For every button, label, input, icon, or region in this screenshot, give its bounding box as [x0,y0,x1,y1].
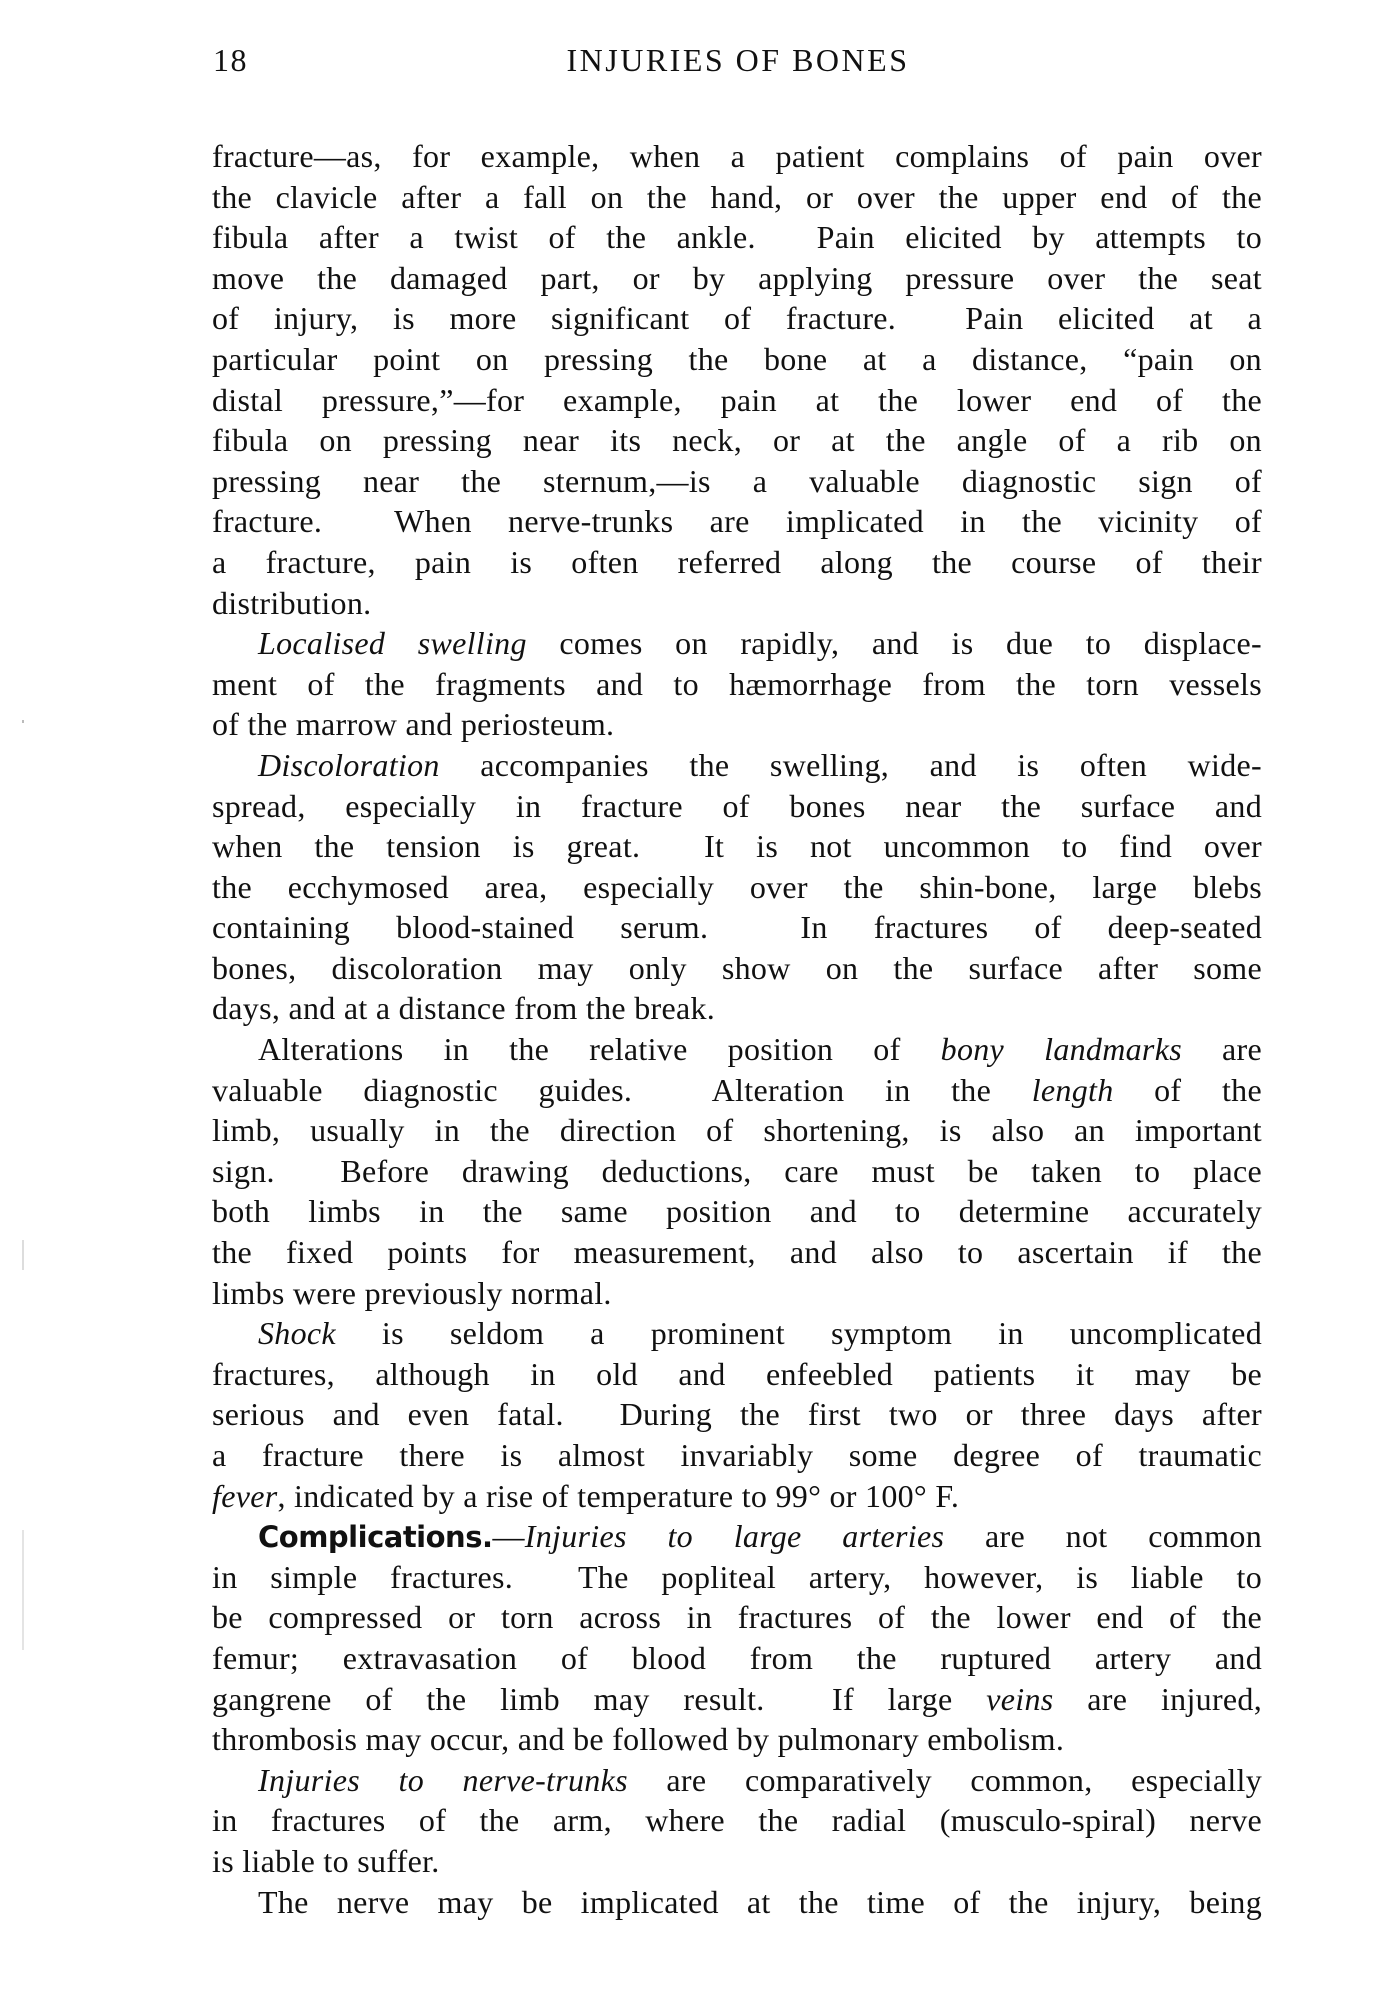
text-line [212,542,1262,583]
text-line [212,1029,1262,1070]
text-line [212,420,1262,461]
text-line [212,1476,1262,1517]
text-line [212,1557,1262,1598]
text-line [212,339,1262,380]
text-run: bones, discoloration may only show on the surface after some [212,949,1262,986]
text-run: The nerve may be implicated at the time of the injury, being [258,1883,1262,1920]
bold-heading: Complications. [258,1520,493,1555]
text-run: fibula on pressing near its neck, or at the angle of a rib on [212,422,1262,459]
text-line [212,1191,1262,1232]
text-line [212,1313,1262,1354]
text-run: fibula after a twist of the ankle. Pain elicited by attempts to [212,219,1262,256]
italic-term: Injuries to nerve-trunks [258,1761,628,1798]
text-line [212,1597,1262,1638]
text-run: femur; extravasation of blood from the ruptured artery and [212,1639,1262,1676]
italic-term: Shock [258,1315,336,1352]
text-line [212,1070,1262,1111]
text-line [212,867,1262,908]
text-run: a fracture, pain is often referred along the course of their [212,543,1262,580]
text-line [212,136,1262,177]
text-run: serious and even fatal. During the first two or three days after [212,1396,1262,1433]
text-run: distribution. [212,584,372,621]
text-line [212,217,1262,258]
text-run: are injured, [1053,1680,1262,1717]
text-run: are comparatively common, especially [627,1761,1263,1798]
text-line [212,1435,1262,1476]
text-run: is liable to suffer. [212,1842,440,1879]
text-line [212,501,1262,542]
text-run: the ecchymosed area, especially over the shin-bone, large blebs [212,868,1262,905]
text-run: both limbs in the same position and to determine accurately [212,1193,1262,1230]
text-line [212,1679,1262,1720]
text-run: in simple fractures. The popliteal artery, however, is liable to [212,1558,1262,1595]
text-line [212,1800,1262,1841]
text-run: limbs were previously normal. [212,1274,612,1311]
text-run: , indicated by a rise of temperature to 99° or 100° F. [277,1477,960,1514]
text-run: spread, especially in fracture of bones near the surface and [212,787,1262,824]
text-line [212,1719,1262,1760]
body-text [212,136,1262,1922]
text-line [212,786,1262,827]
text-run: of the [1113,1071,1262,1108]
text-line [212,1760,1262,1801]
text-run: days, and at a distance from the break. [212,990,716,1027]
page-number: 18 [213,42,248,78]
text-run: thrombosis may occur, and be followed by pulmonary embolism. [212,1721,1065,1758]
text-run: in fractures of the arm, where the radial (musculo-spiral) nerve [212,1802,1262,1839]
text-line [212,1354,1262,1395]
text-run: gangrene of the limb may result. If large [212,1680,987,1717]
text-run: comes on rapidly, and is due to displace- [526,625,1262,662]
paragraph [212,623,1262,745]
text-run: accompanies the swelling, and is often wide- [439,746,1262,783]
text-run: move the damaged part, or by applying pressure over the seat [212,259,1262,296]
text-line [212,1273,1262,1314]
text-run: of the marrow and periosteum. [212,706,615,743]
text-run: of injury, is more significant of fracture. Pain elicited at a [212,300,1262,337]
text-run: the clavicle after a fall on the hand, or over the upper end of the [212,178,1262,215]
text-line [212,1151,1262,1192]
text-run: fractures, although in old and enfeebled patients it may be [212,1355,1262,1392]
paragraph [212,1760,1262,1882]
text-line [212,1516,1262,1557]
text-line [212,1110,1262,1151]
text-run: is seldom a prominent symptom in uncomplicated [335,1315,1262,1352]
text-line [212,177,1262,218]
text-run: the fixed points for measurement, and also to ascertain if the [212,1234,1262,1271]
margin-mark [22,720,24,723]
text-line [212,583,1262,624]
text-run: are not common [944,1518,1262,1555]
text-run: a fracture there is almost invariably some degree of traumatic [212,1437,1262,1473]
text-line [212,704,1262,745]
text-run: fracture—as, for example, when a patient complains of pain over [212,138,1262,174]
text-line [212,298,1262,339]
text-run: valuable diagnostic guides. Alteration in the [212,1071,1032,1108]
text-run: are [1181,1031,1263,1068]
text-run: when the tension is great. It is not uncommon to find over [212,828,1262,865]
text-run: be compressed or torn across in fractures of the lower end of the [212,1599,1262,1636]
text-run: containing blood-stained serum. In fractures of deep-seated [212,909,1262,946]
italic-term: Discoloration [258,746,440,783]
text-run: ment of the fragments and to hæmorrhage from the torn vessels [212,665,1262,702]
text-line [212,623,1262,664]
text-line [212,258,1262,299]
text-line [212,461,1262,502]
text-line [212,907,1262,948]
text-line [212,380,1262,421]
text-run: sign. Before drawing deductions, care must be taken to place [212,1152,1262,1189]
page-header [213,42,1263,86]
paragraph [212,1313,1262,1516]
text-line [212,988,1262,1029]
margin-mark [22,1240,24,1270]
text-run: pressing near the sternum,—is a valuable diagnostic sign of [212,462,1262,499]
text-run: fracture. When nerve-trunks are implicated in the vicinity of [212,503,1262,540]
text-line [212,1232,1262,1273]
paragraph [212,745,1262,1029]
italic-term: bony landmarks [940,1031,1182,1068]
italic-term: length [1031,1071,1114,1108]
text-line [212,1394,1262,1435]
italic-term: fever [212,1477,278,1514]
text-line [212,664,1262,705]
text-run: Alterations in the relative position of [258,1031,941,1068]
text-run: — [492,1518,525,1555]
paragraph [212,1029,1262,1313]
text-run: distal pressure,”—for example, pain at the lower end of the [212,381,1262,418]
text-line [212,948,1262,989]
text-run: particular point on pressing the bone at a distance, “pain on [212,340,1262,377]
text-run: limb, usually in the direction of shortening, is also an important [212,1112,1262,1149]
text-line [212,1638,1262,1679]
italic-term: Injuries to large arteries [524,1518,945,1555]
paragraph [212,1516,1262,1760]
running-title: INJURIES OF BONES [566,42,910,78]
text-line [212,1841,1262,1882]
italic-term: veins [986,1680,1054,1717]
paragraph [212,136,1262,623]
text-line [212,745,1262,786]
italic-term: Localised swelling [258,625,527,662]
margin-mark [22,1530,24,1650]
text-line [212,1882,1262,1923]
text-line [212,826,1262,867]
paragraph [212,1882,1262,1923]
